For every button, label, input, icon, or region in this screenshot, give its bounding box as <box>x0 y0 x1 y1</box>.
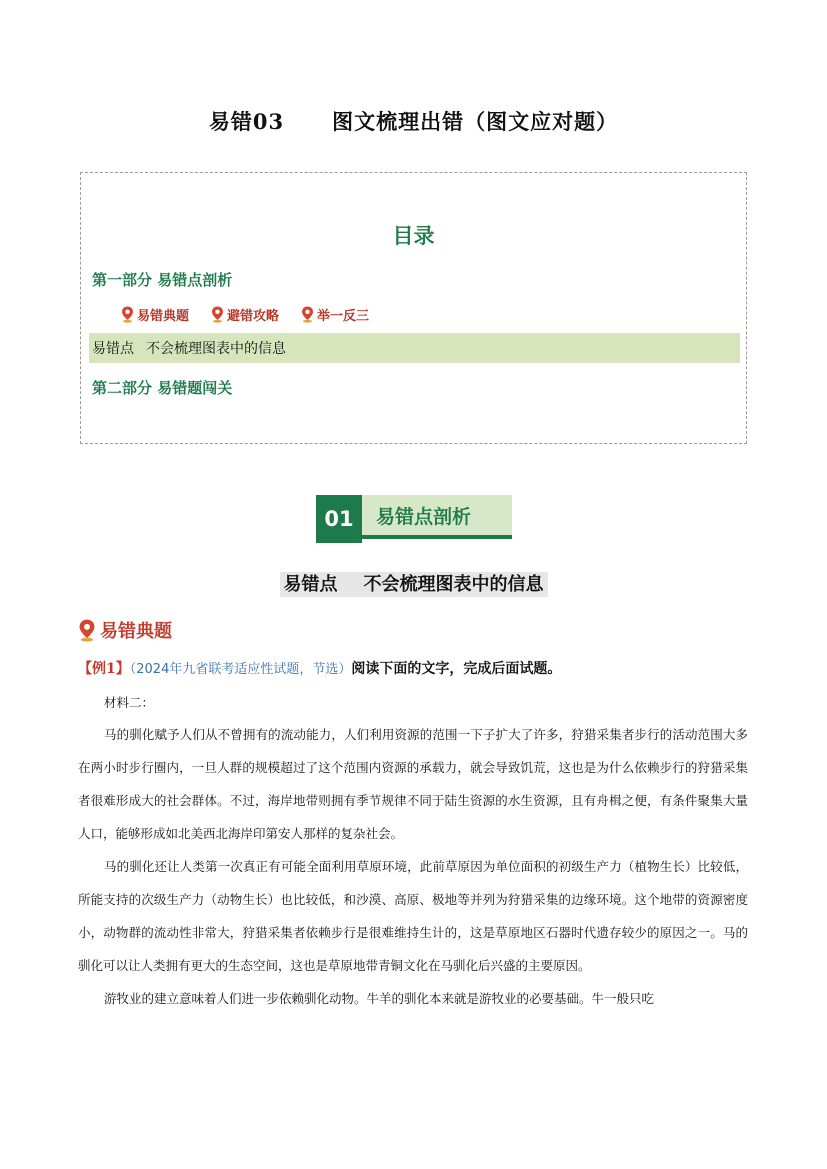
point-text: 不会梳理图表中的信息 <box>363 574 544 595</box>
location-pin-icon <box>211 306 224 323</box>
toc-tag[interactable] <box>301 305 369 324</box>
location-pin-icon <box>121 306 134 323</box>
section-name: 易错点剖析 <box>362 495 512 539</box>
toc-part-1[interactable]: 第一部分 易错点剖析 <box>92 271 233 289</box>
toc-tag-label: 易错典题 <box>137 309 190 324</box>
title-main: 图文梳理出错（图文应对题） <box>332 109 619 134</box>
point-title <box>0 570 827 596</box>
point-key: 易错点 <box>283 574 338 595</box>
title-prefix: 易错03 <box>208 109 285 134</box>
section-badge <box>316 495 512 543</box>
toc-heading: 目录 <box>392 224 435 248</box>
sub-heading-text: 易错典题 <box>100 621 172 642</box>
example-line <box>78 658 561 678</box>
passage-paragraph: 游牧业的建立意味着人们进一步依赖驯化动物。牛羊的驯化本来就是游牧业的必要基础。牛一般只吃 <box>104 991 655 1006</box>
passage-paragraph: 马的驯化赋予人们从不曾拥有的流动能力，人们利用资源的范围一下子扩大了许多，狩猎采集者步行的活动范围大多在两小时步行圈内，一旦人群的规模超过了这个范围内资源的承载力，就会导致饥荒，这也是为什么依赖步行的狩猎采集者很难形成大的社会群体。不过，海岸地带则拥有季节规律不同于陆生资源的水生资源，且有舟楫之便，有条件聚集大量人口，能够形成如北美西北海岸印第安人那样的复杂社会。 <box>78 727 748 841</box>
example-instruction: 阅读下面的文字，完成后面试题。 <box>351 661 562 677</box>
material-label: 材料二： <box>104 695 155 710</box>
toc-tags <box>121 305 369 324</box>
location-pin-icon <box>78 619 96 642</box>
toc-point-row[interactable] <box>89 333 740 363</box>
toc-point-text: 不会梳理图表中的信息 <box>146 341 286 357</box>
table-of-contents <box>80 172 747 444</box>
toc-tag-label: 举一反三 <box>317 309 370 324</box>
passage-paragraph: 马的驯化还让人类第一次真正有可能全面利用草原环境，此前草原因为单位面积的初级生产力（植物生长）比较低，所能支持的次级生产力（动物生长）也比较低，和沙漠、高原、极地等并列为狩猎采集的边缘环境。这个地带的资源密度小，动物群的流动性非常大，狩猎采集者依赖步行是很难维持生计的，这是草原地区石器时代遗存较少的原因之一。马的驯化可以让人类拥有更大的生态空间，这也是草原地带青铜文化在马驯化后兴盛的主要原因。 <box>78 859 748 973</box>
location-pin-icon <box>301 306 314 323</box>
sub-heading <box>78 617 172 643</box>
toc-point-key: 易错点 <box>92 341 134 357</box>
section-number: 01 <box>316 495 362 543</box>
example-source: （2024年九省联考适应性试题，节选） <box>129 662 352 677</box>
toc-part-2[interactable]: 第二部分 易错题闯关 <box>92 379 233 397</box>
toc-tag-label: 避错攻略 <box>227 309 280 324</box>
document-title <box>0 106 827 136</box>
example-tag: 【例1】 <box>78 661 130 677</box>
toc-tag[interactable] <box>121 305 189 324</box>
passage <box>78 718 748 1015</box>
toc-tag[interactable] <box>211 305 279 324</box>
